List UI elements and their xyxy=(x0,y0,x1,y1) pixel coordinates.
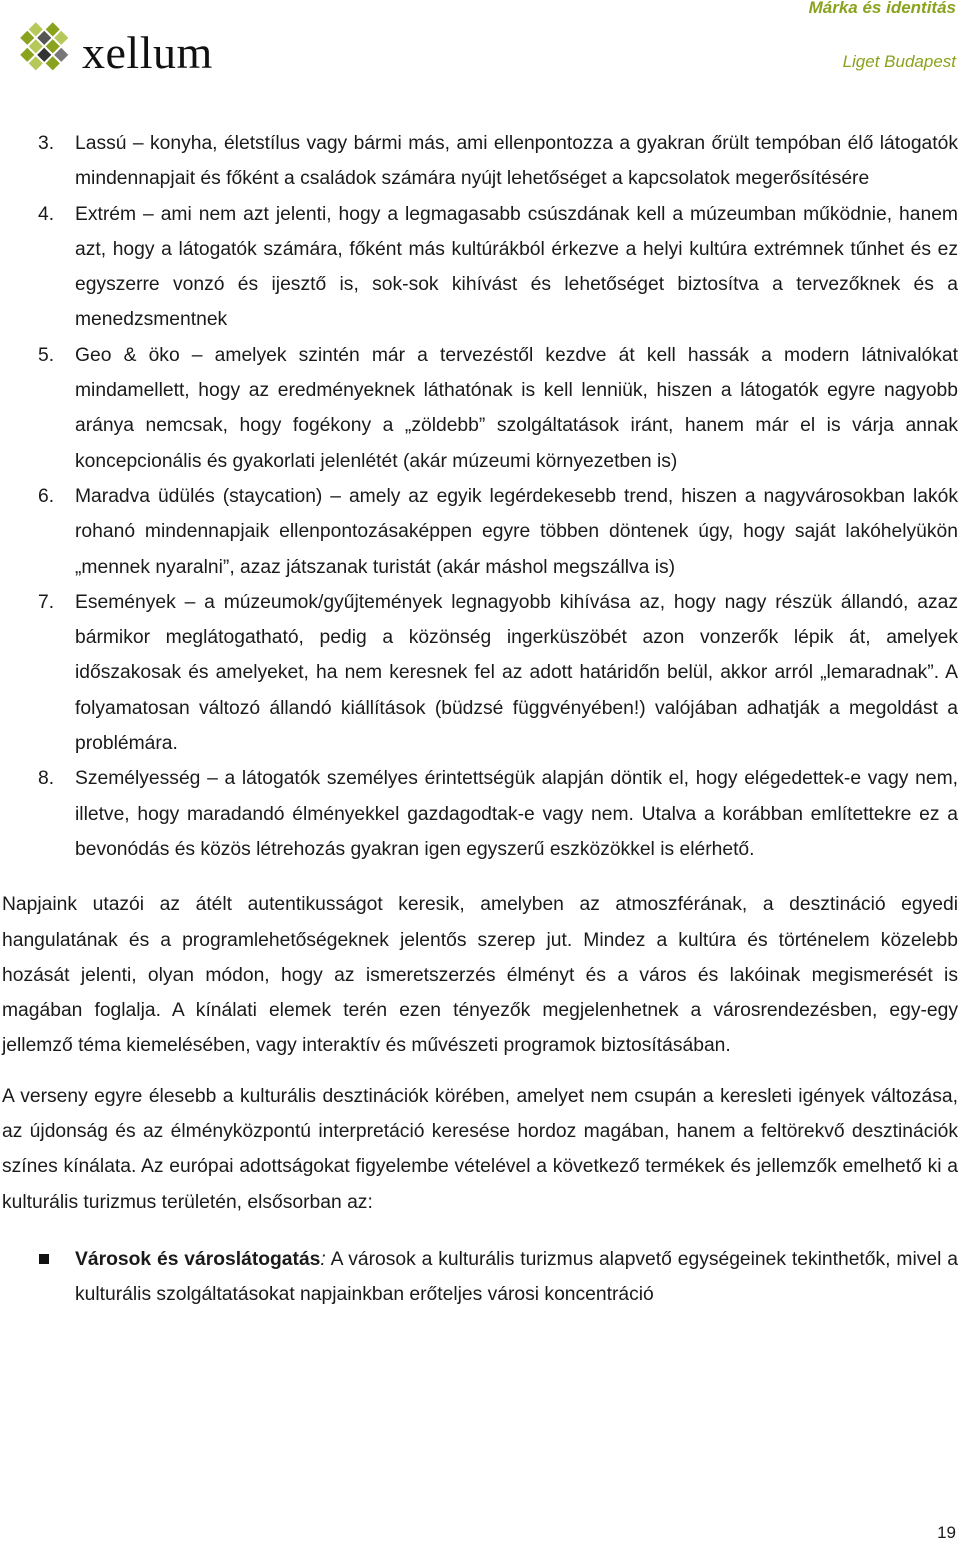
list-item xyxy=(0,761,960,867)
list-item xyxy=(0,197,960,338)
body-paragraph: A verseny egyre élesebb a kulturális desztinációk körében, amelyet nem csupán a keresleti igények változása, az újdonság és az élményközpontú interpretáció keresése hordoz magában, hanem a feltörekvő desztinációk színes kínálata. Az európai adottságokat figyelembe vételével a következő termékek és jellemzők emelhető ki a kulturális turizmus területén, elsősorban az: xyxy=(2,1085,958,1213)
list-item xyxy=(0,338,960,479)
page-header xyxy=(0,0,960,90)
list-number: 7. xyxy=(38,591,55,613)
list-item-text: Lassú – konyha, életstílus vagy bármi más, ami ellenpontozza a gyakran őrült tempóban élő látogatók mindennapjait és főként a családok számára nyújt lehetőséget a kapcsolatok megerősítésére xyxy=(75,133,958,190)
list-item-text: Személyesség – a látogatók személyes érintettségük alapján döntik el, hogy elégedettek-e vagy nem, illetve, hogy maradandó élményekkel gazdagodtak-e vagy nem. Utalva a korábban említettekre ez a bevonódás és közös létrehozás gyakran igen egyszerű eszközökkel is elérhető. xyxy=(75,768,958,860)
body-paragraph: Napjaink utazói az átélt autentikusságot keresik, amelyben az atmoszférának, a desztináció egyedi hangulatának és a programlehetőségeknek jelentős szerep jut. Mindez a kultúra és történelem közelebb hozását jelenti, olyan módon, hogy az ismeretszerzés élményt és a város és lakóinak megismerését is magában foglalja. A kínálati elemek terén ezen tényezők megjelenhetnek a városrendezésben, egy-egy jellemző téma kiemelésében, vagy interaktív és művészeti programok biztosításában. xyxy=(2,894,958,1057)
list-item-text: Geo & öko – amelyek szintén már a tervezéstől kezdve át kell hassák a modern látnivalókat mindamellett, hogy az eredményeknek láthatónak is kell lenniük, hiszen a látogatók egyre nagyobb aránya nemcsak, hogy fogékony a „zöldebb” szolgáltatások iránt, hanem már el is várja annak koncepcionális és gyakorlati jelenlétét (akár múzeumi környezetben is) xyxy=(75,344,958,472)
list-item xyxy=(0,479,960,585)
page-number: 19 xyxy=(937,1523,956,1542)
list-item-text: Események – a múzeumok/gyűjtemények legnagyobb kihívása az, hogy nagy részük állandó, azaz bármikor meglátogatható, pedig a közönség ingerküszöbét azon vonzerők lépik át, amelyek időszakosak és amelyeket, ha nem keresnek fel az adott határidőn belül, akkor arról „lemaradnak”. A folyamatosan változó állandó kiállítások (büdzsé függvényében!) valójában adhatják a megoldást a problémára. xyxy=(75,591,958,755)
document-title: Márka és identitás xyxy=(808,0,956,17)
bullet-term: Városok és városlátogatás xyxy=(75,1248,321,1270)
page-body xyxy=(0,126,960,1313)
bullet-text: A városok a kulturális turizmus alapvető egységeinek tekinthetők, mivel a kulturális szolgáltatásokat napjainkban erőteljes városi koncentráció xyxy=(75,1248,958,1306)
list-number: 6. xyxy=(38,485,55,507)
list-number: 5. xyxy=(38,344,55,366)
list-item-text: Maradva üdülés (staycation) – amely az egyik legérdekesebb trend, hiszen a nagyvárosokban lakók rohanó mindennapjaik ellenpontozásaképpen egyre többen döntenek úgy, hogy saját lakóhelyükön „mennek nyaralni”, azaz játszanak turistát (akár máshol megszállva is) xyxy=(75,485,958,578)
bullet-item xyxy=(0,1242,960,1313)
list-number: 3. xyxy=(38,133,55,154)
document-subtitle: Liget Budapest xyxy=(842,52,956,71)
list-item-text: Extrém – ami nem azt jelenti, hogy a legmagasabb csúszdának kell a múzeumban működnie, hanem azt, hogy a látogatók számára, főként más kultúrákból érkezve a helyi kultúra extrémnek tűnhet és ez egyszerre vonzó és ijesztő is, sok-sok kihívást és lehetőséget biztosítva a tervezőknek és a menedzsmentnek xyxy=(75,203,958,331)
xellum-logo xyxy=(6,18,213,86)
list-number: 4. xyxy=(38,203,55,225)
bullet-separator: : xyxy=(320,1248,326,1270)
list-item xyxy=(0,126,960,197)
diamond-mosaic-logo-icon xyxy=(6,18,74,86)
list-item xyxy=(0,585,960,761)
square-bullet-icon xyxy=(39,1254,49,1264)
logo-wordmark: xellum xyxy=(82,26,213,78)
list-number: 8. xyxy=(38,768,55,790)
numbered-list xyxy=(0,126,960,867)
